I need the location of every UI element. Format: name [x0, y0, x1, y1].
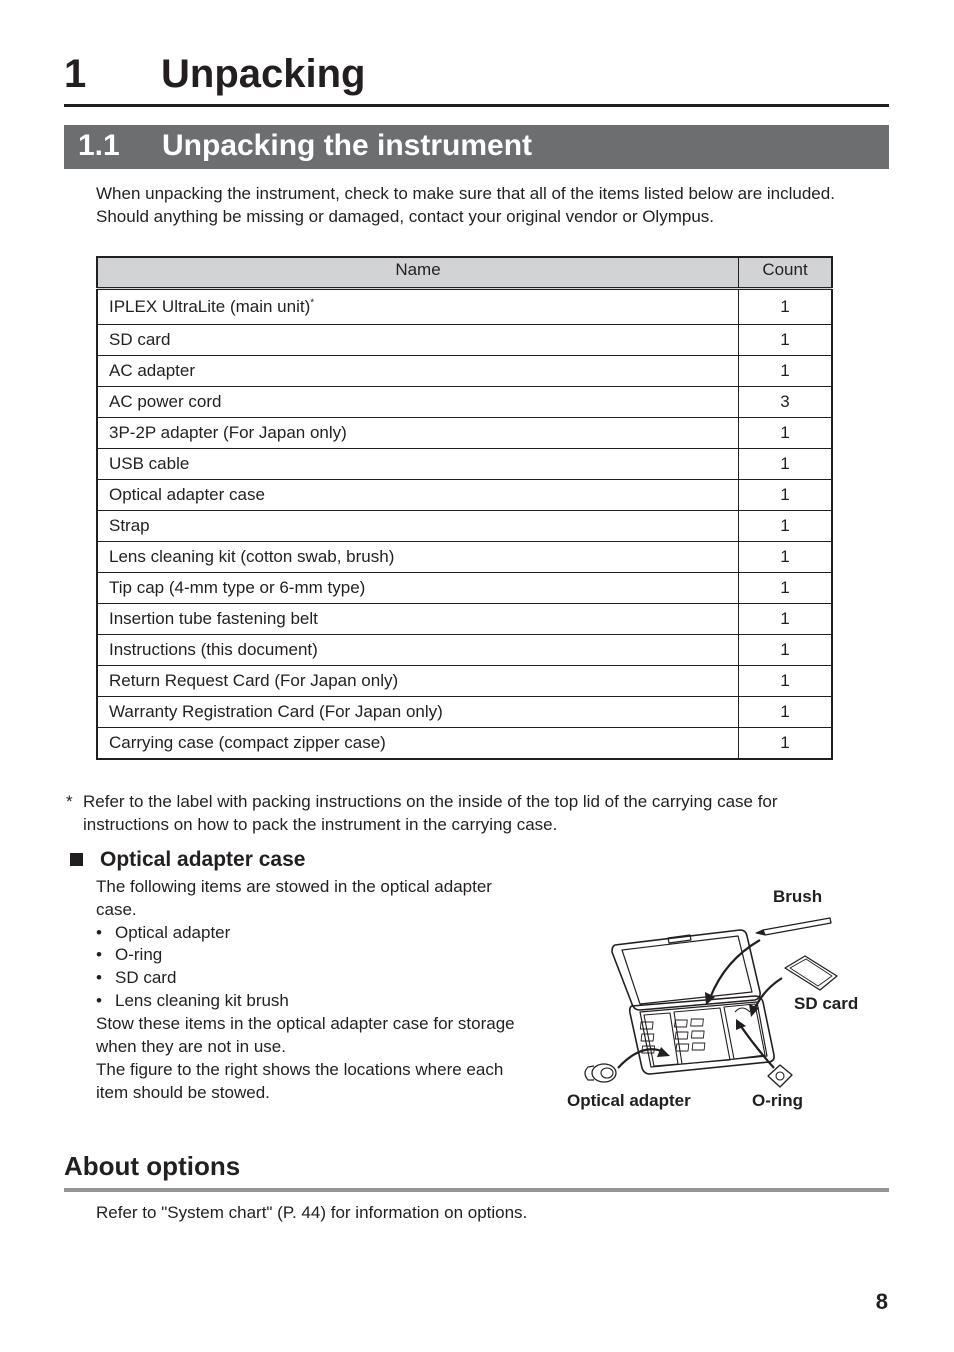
- table-row: [97, 480, 832, 511]
- item-name: Return Request Card (For Japan only): [97, 666, 739, 697]
- item-name: Instructions (this document): [97, 635, 739, 666]
- footnote-text: [83, 790, 863, 836]
- optical-adapter-arrowhead-icon: [657, 1047, 670, 1057]
- sd-card-item: [785, 956, 837, 990]
- table-row: [97, 325, 832, 356]
- oring-label: O-ring: [752, 1091, 803, 1110]
- table-row: [97, 449, 832, 480]
- item-name: Carrying case (compact zipper case): [97, 728, 739, 759]
- item-name: Insertion tube fastening belt: [97, 604, 739, 635]
- figure-reference-line: item should be stowed.: [96, 1083, 270, 1102]
- section-title: Unpacking the instrument: [162, 129, 533, 162]
- item-name: Tip cap (4-mm type or 6-mm type): [97, 573, 739, 604]
- optical-adapter-item: [592, 1064, 616, 1082]
- stow-line: Stow these items in the optical adapter case for storage: [96, 1014, 515, 1033]
- square-bullet-icon: [70, 853, 83, 866]
- table-row: [97, 356, 832, 387]
- table-row: [97, 635, 832, 666]
- included-items-table: [96, 256, 833, 760]
- list-item-label: Optical adapter: [115, 923, 231, 942]
- table-row: [97, 542, 832, 573]
- intro-paragraph: [96, 182, 896, 228]
- footnote-line-2: instructions on how to pack the instrument in the carrying case.: [83, 815, 558, 834]
- item-count: 1: [739, 418, 833, 449]
- oring-item: [768, 1065, 792, 1087]
- list-item: [96, 943, 396, 966]
- item-count: 1: [739, 289, 833, 325]
- about-options-text: Refer to "System chart" (P. 44) for information on options.: [96, 1203, 528, 1222]
- section-heading: [64, 125, 889, 169]
- table-row: [97, 511, 832, 542]
- item-name: SD card: [97, 325, 739, 356]
- sd-card-notch: [790, 959, 832, 986]
- intro-line-1: When unpacking the instrument, check to make sure that all of the items listed below are included.: [96, 184, 835, 203]
- page-number: 8: [875, 1289, 888, 1314]
- bullet-icon: •: [96, 923, 102, 942]
- list-item: [96, 966, 396, 989]
- bullet-icon: •: [96, 991, 102, 1010]
- stow-instructions: [96, 1012, 566, 1104]
- optical-case-heading-text: Optical adapter case: [100, 848, 306, 871]
- optical-adapter-label: Optical adapter: [567, 1091, 691, 1110]
- list-item: [96, 921, 396, 944]
- item-name: AC power cord: [97, 387, 739, 418]
- description-line: case.: [96, 900, 137, 919]
- chapter-number: 1: [64, 52, 87, 96]
- count-column-header: Count: [739, 257, 833, 289]
- chapter-title: [64, 50, 889, 107]
- item-count: 1: [739, 511, 833, 542]
- bullet-icon: •: [96, 968, 102, 987]
- name-column-header: Name: [97, 257, 739, 289]
- item-count: 1: [739, 604, 833, 635]
- table-row: [97, 289, 832, 325]
- item-count: 1: [739, 449, 833, 480]
- list-item-label: SD card: [115, 968, 177, 987]
- about-options-heading: About options: [64, 1150, 889, 1192]
- chapter-title-text: Unpacking: [161, 52, 366, 96]
- stow-line: when they are not in use.: [96, 1037, 286, 1056]
- item-name: 3P-2P adapter (For Japan only): [97, 418, 739, 449]
- section-number: 1.1: [78, 129, 120, 162]
- list-item: [96, 989, 396, 1012]
- table-row: [97, 728, 832, 759]
- table-row: [97, 697, 832, 728]
- brush-arrow: [710, 940, 760, 998]
- brush-tip-icon: [756, 930, 765, 935]
- item-name: Strap: [97, 511, 739, 542]
- table-row: [97, 418, 832, 449]
- brush-item: [763, 918, 831, 935]
- item-count: 1: [739, 635, 833, 666]
- item-name: USB cable: [97, 449, 739, 480]
- oring-arrowhead-icon: [736, 1019, 746, 1030]
- item-count: 1: [739, 666, 833, 697]
- description-line: The following items are stowed in the optical adapter: [96, 877, 492, 896]
- item-name: Optical adapter case: [97, 480, 739, 511]
- item-count: 1: [739, 573, 833, 604]
- item-name: AC adapter: [97, 356, 739, 387]
- optical-case-heading: [70, 847, 305, 873]
- footnote-mark: *: [310, 297, 315, 309]
- item-name: Lens cleaning kit (cotton swab, brush): [97, 542, 739, 573]
- intro-line-2: Should anything be missing or damaged, contact your original vendor or Olympus.: [96, 207, 715, 226]
- item-count: 1: [739, 697, 833, 728]
- brush-label: Brush: [773, 887, 823, 906]
- table-row: [97, 666, 832, 697]
- item-name: IPLEX UltraLite (main unit)*: [97, 289, 739, 325]
- sd-card-label: SD card: [794, 994, 859, 1013]
- footnote-line-1: Refer to the label with packing instructions on the inside of the top lid of the carrying case for: [83, 792, 778, 811]
- table-row: [97, 573, 832, 604]
- item-count: 3: [739, 387, 833, 418]
- item-count: 1: [739, 356, 833, 387]
- optical-case-description: [96, 875, 566, 921]
- footnote-mark: *: [66, 792, 73, 811]
- table-row: [97, 387, 832, 418]
- list-item-label: Lens cleaning kit brush: [115, 991, 289, 1010]
- compartment-mid: [674, 1008, 730, 1064]
- item-count: 1: [739, 728, 833, 759]
- table-row: [97, 604, 832, 635]
- oring-slot: [735, 1008, 750, 1012]
- item-name: Warranty Registration Card (For Japan only): [97, 697, 739, 728]
- item-count: 1: [739, 480, 833, 511]
- bullet-icon: •: [96, 945, 102, 964]
- case-lid-inner: [622, 936, 752, 1004]
- figure-reference-line: The figure to the right shows the locations where each: [96, 1060, 504, 1079]
- list-item-label: O-ring: [115, 945, 163, 964]
- item-count: 1: [739, 542, 833, 573]
- table-header-row: [97, 257, 832, 289]
- item-count: 1: [739, 325, 833, 356]
